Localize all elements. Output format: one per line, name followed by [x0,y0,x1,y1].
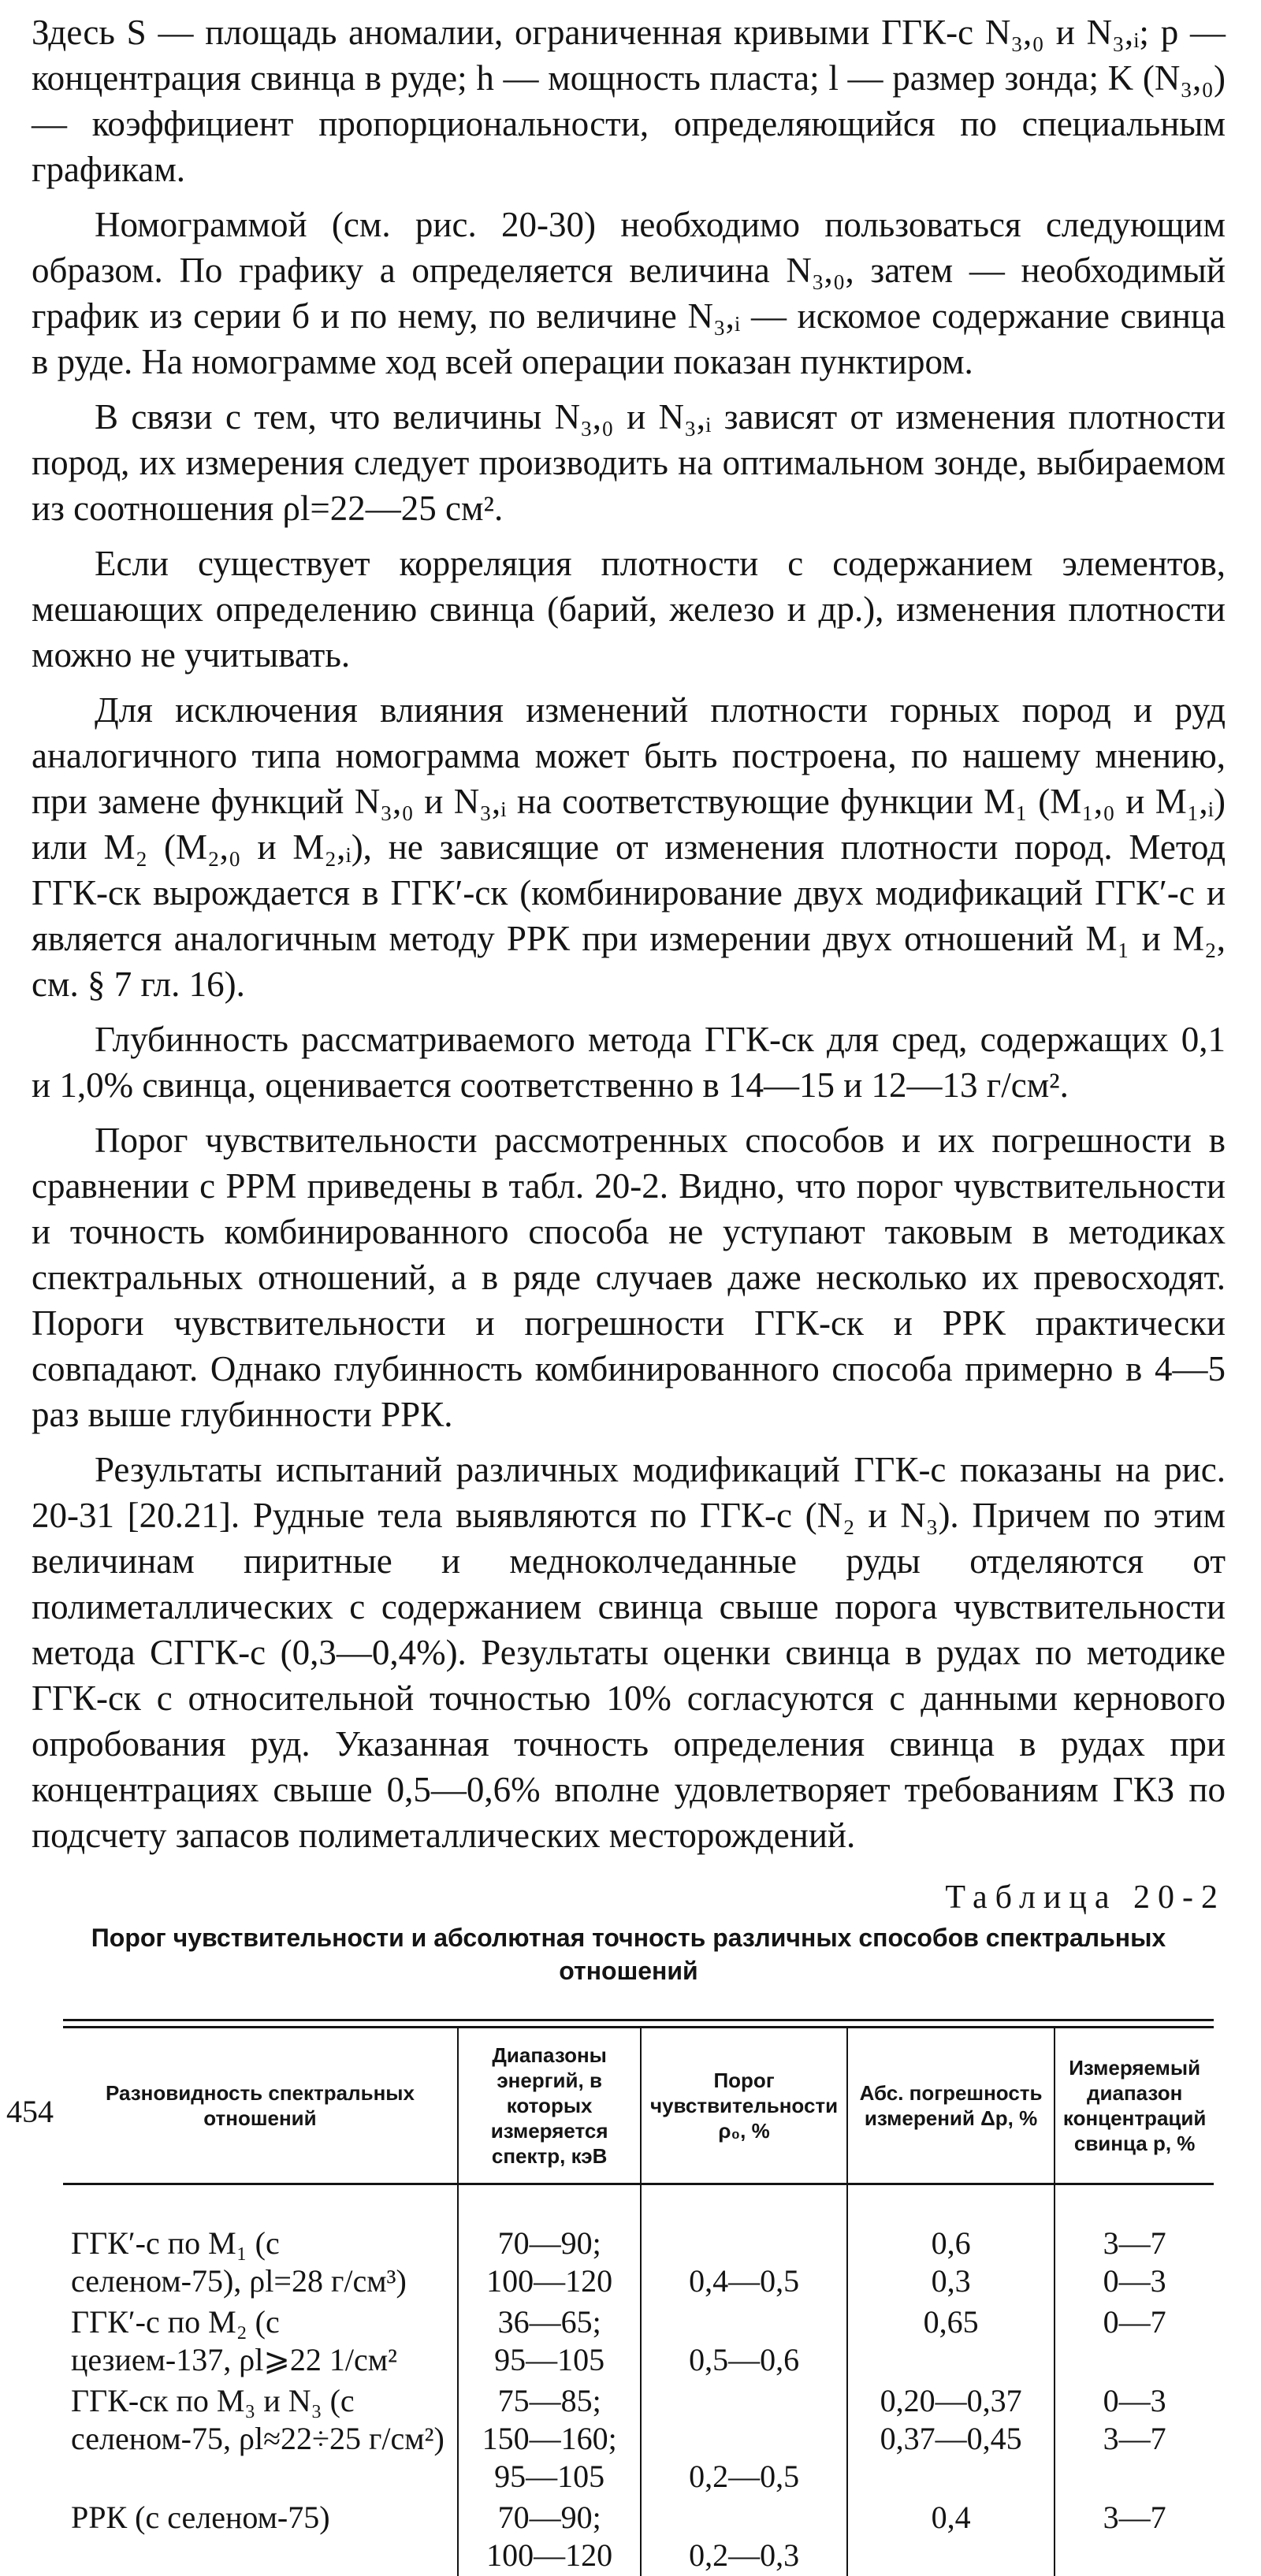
cell-range: 0—7 [1055,2302,1214,2381]
cell-range: 0—3 3—7 [1055,2381,1214,2497]
paragraph-nomogram: Номограммой (см. рис. 20-30) необходимо пользоваться следующим образом. По графику а определяется величина N₃,₀, затем — необходимый график из серии б и по нему, по величине N₃,ᵢ — искомое содержание свинца в руде. На номограмме ход всей операции показан пунктиром. [32,202,1226,385]
cell-method: ГГК′-с по M₂ (с цезием-137, ρl⩾22 1/см² [63,2302,458,2381]
cell-threshold: 0,2—0,3 [641,2497,847,2576]
table-spacer-row [63,2184,1214,2224]
header-method: Разновидность спектральных отношений [63,2028,458,2184]
cell-threshold: 0,4—0,5 [641,2223,847,2302]
cell-error: 0,6 0,3 [847,2223,1055,2302]
cell-error: 0,20—0,37 0,37—0,45 [847,2381,1055,2497]
cell-energy: 70—90; 100—120 [458,2223,641,2302]
table-label: Таблица 20-2 [32,1879,1226,1916]
cell-range: 3—7 [1055,2497,1214,2576]
table-row [63,2302,1214,2381]
page-content [32,9,1226,2576]
cell-threshold: 0,5—0,6 [641,2302,847,2381]
cell-energy: 36—65; 95—105 [458,2302,641,2381]
table-header-row [63,2028,1214,2184]
table-top-rule [63,2020,1214,2028]
cell-energy: 70—90; 100—120 [458,2497,641,2576]
table-body [63,2184,1214,2576]
cell-method: ГГК′-с по M₁ (с селеном-75), ρl=28 г/см³) [63,2223,458,2302]
header-range: Измеряемый диапазон концентраций свинца p, % [1055,2028,1214,2184]
table-title: Порог чувствительности и абсолютная точность различных способов спектральных отношений [71,1921,1186,1987]
cell-range: 3—7 0—3 [1055,2223,1214,2302]
cell-method: РРК (с селеном-75) [63,2497,458,2576]
paragraph-results: Результаты испытаний различных модификаций ГГК-с показаны на рис. 20-31 [20.21]. Рудные тела выявляются по ГГК-с (N₂ и N₃). Причем по этим величинам пиритные и медноколчеданные руды отделяются от полиметаллических с содержанием свинца свыше порога чувствительности метода СГГК-с (0,3—0,4%). Результаты оценки свинца в рудах по методике ГГК-ск с относительной точностью 10% согласуются с данными кернового опробования руд. Указанная точность определения свинца в рудах при концентрациях свыше 0,5—0,6% вполне удовлетворяет требованиям ГКЗ по подсчету запасов полиметаллических месторождений. [32,1447,1226,1858]
paragraph-correlation: Если существует корреляция плотности с содержанием элементов, мешающих определению свинца (барий, железо и др.), изменения плотности можно не учитывать. [32,541,1226,678]
paragraph-density: В связи с тем, что величины N₃,₀ и N₃,ᵢ зависят от изменения плотности пород, их измерения следует производить на оптимальном зонде, выбираемом из соотношения ρl=22—25 см². [32,394,1226,531]
cell-error: 0,65 [847,2302,1055,2381]
cell-threshold: 0,2—0,5 [641,2381,847,2497]
cell-energy: 75—85; 150—160; 95—105 [458,2381,641,2497]
header-error: Абс. погрешность измерений Δp, % [847,2028,1055,2184]
cell-method: ГГК-ск по M₃ и N₃ (с селеном-75, ρl≈22÷25 г/см²) [63,2381,458,2497]
paragraph-depth: Глубинность рассматриваемого метода ГГК-ск для сред, содержащих 0,1 и 1,0% свинца, оценивается соответственно в 14—15 и 12—13 г/см². [32,1017,1226,1108]
cell-error: 0,4 [847,2497,1055,2576]
table-row [63,2497,1214,2576]
paragraph-definitions: Здесь S — площадь аномалии, ограниченная кривыми ГГК-с N₃,₀ и N₃,ᵢ; p — концентрация свинца в руде; h — мощность пласта; l — размер зонда; K (N₃,₀) — коэффициент пропорциональности, определяющийся по специальным графикам. [32,9,1226,192]
table-row [63,2381,1214,2497]
header-energy: Диапазоны энергий, в которых измеряется спектр, кэВ [458,2028,641,2184]
page-number: 454 [6,2093,54,2130]
sensitivity-table [63,2019,1214,2576]
paragraph-exclusion: Для исключения влияния изменений плотности горных пород и руд аналогичного типа номограмма может быть построена, по нашему мнению, при замене функций N₃,₀ и N₃,ᵢ на соответствующие функции M₁ (M₁,₀ и M₁,ᵢ) или M₂ (M₂,₀ и M₂,ᵢ), не зависящие от изменения плотности пород. Метод ГГК-ск вырождается в ГГК′-ск (комбинирование двух модификаций ГГК′-с и является аналогичным методу РРК при измерении двух отношений M₁ и M₂, см. § 7 гл. 16). [32,687,1226,1007]
table-row [63,2223,1214,2302]
paragraph-threshold: Порог чувствительности рассмотренных способов и их погрешности в сравнении с РРМ приведены в табл. 20-2. Видно, что порог чувствительности и точность комбинированного способа не уступают таковым в методиках спектральных отношений, а в ряде случаев даже несколько их превосходят. Пороги чувствительности и погрешности ГГК-ск и РРК практически совпадают. Однако глубинность комбинированного способа примерно в 4—5 раз выше глубинности РРК. [32,1117,1226,1437]
header-threshold: Порог чувствительности ρ₀, % [641,2028,847,2184]
